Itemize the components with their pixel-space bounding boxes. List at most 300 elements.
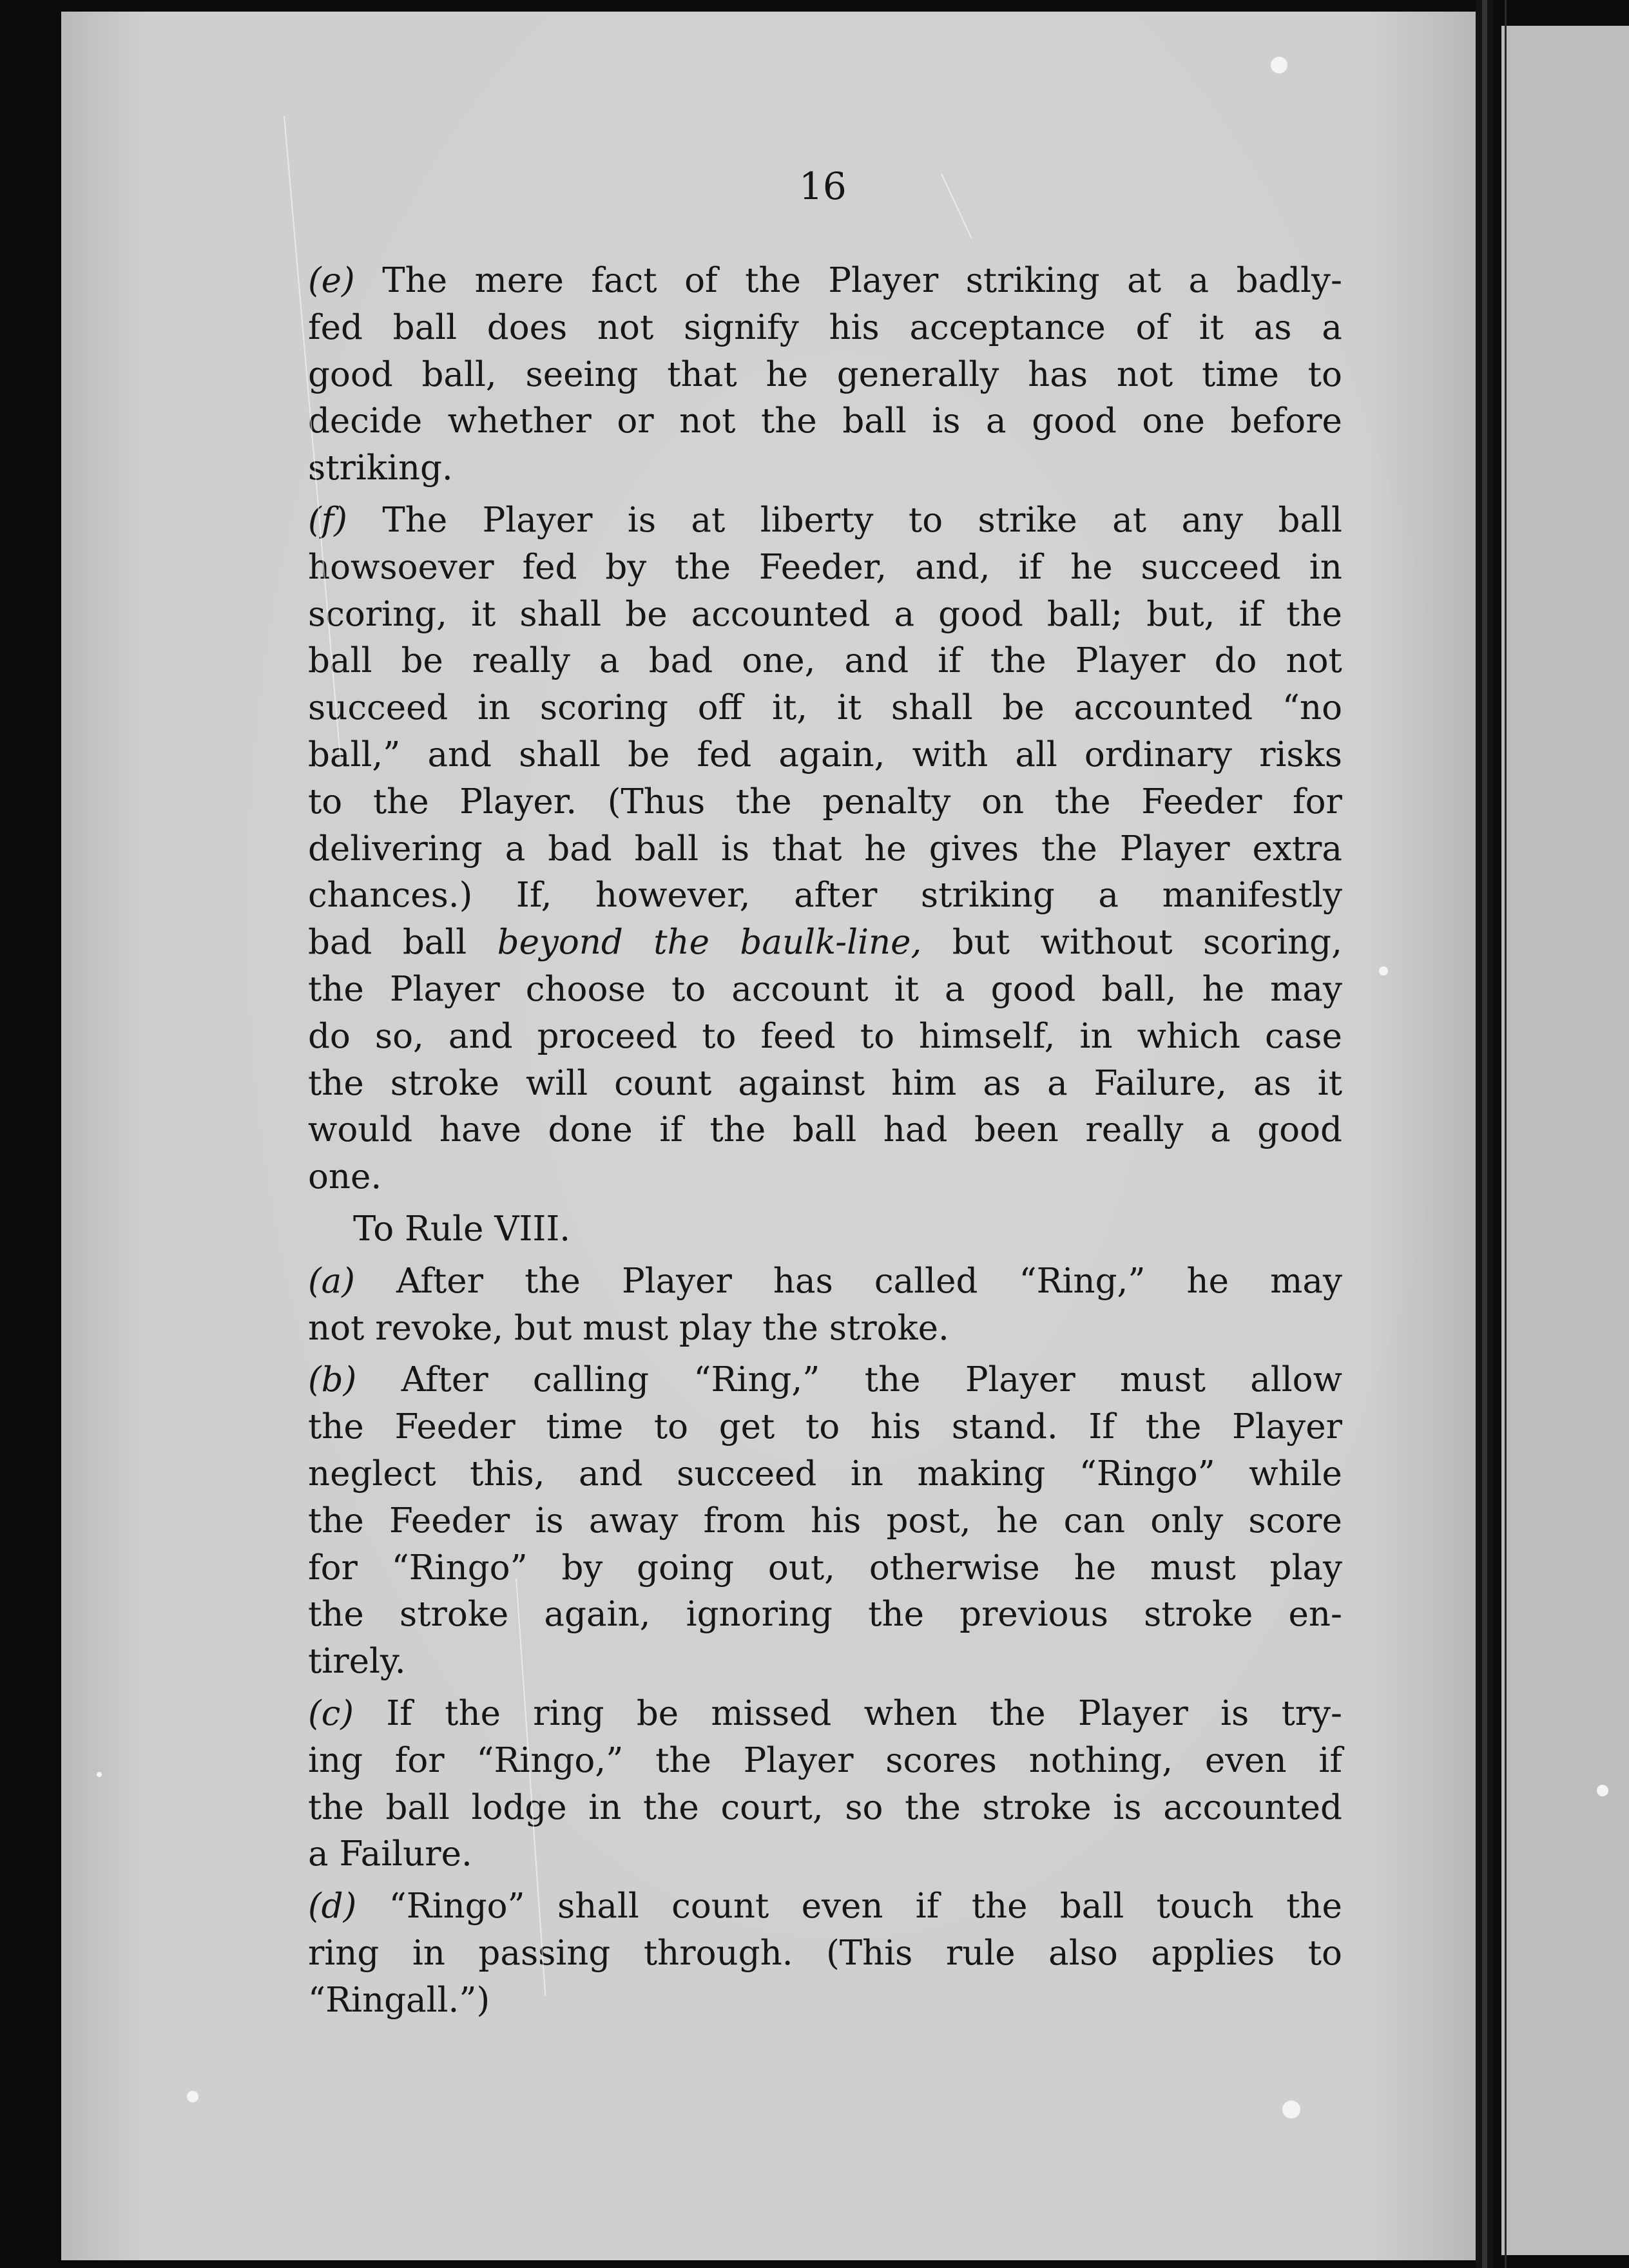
word: Player <box>1119 829 1230 869</box>
word: choose <box>525 969 646 1009</box>
word: any <box>1181 500 1244 540</box>
word: the <box>525 1261 581 1301</box>
word: of <box>684 261 718 300</box>
word: do <box>1214 641 1257 681</box>
paragraph-gap <box>308 1253 1342 1258</box>
word: is <box>1113 1787 1142 1827</box>
word: “Ringo” <box>1079 1454 1215 1494</box>
word: on <box>981 782 1025 822</box>
word: when <box>863 1693 958 1733</box>
word: succeed <box>308 688 448 728</box>
word: scoring <box>539 688 669 728</box>
line-text: a Failure. <box>308 1834 472 1874</box>
word: not <box>679 401 736 441</box>
scan-speck <box>187 2091 198 2102</box>
word: ball <box>842 401 907 441</box>
word: to <box>702 1016 737 1056</box>
word: he <box>1202 969 1245 1009</box>
word: do <box>308 1016 351 1056</box>
word: fact <box>591 261 657 300</box>
word: the <box>1041 829 1097 869</box>
word: would <box>308 1110 413 1150</box>
word: he <box>766 354 808 394</box>
word: for <box>394 1740 445 1780</box>
word: try- <box>1281 1693 1342 1733</box>
word: If <box>386 1693 412 1733</box>
word: get <box>718 1407 775 1447</box>
word: allow <box>1250 1360 1342 1400</box>
word: ball; <box>1046 594 1123 634</box>
text-line <box>308 1831 1342 1878</box>
word: a <box>1047 1063 1068 1103</box>
paragraph-gap <box>308 1352 1342 1357</box>
text-line <box>308 1014 1342 1061</box>
word: score <box>1248 1501 1342 1541</box>
word: away <box>588 1501 679 1541</box>
word: has <box>1028 354 1088 394</box>
word: be <box>1002 688 1045 728</box>
word: “no <box>1282 688 1342 728</box>
word: the <box>1286 594 1342 634</box>
word: in <box>477 688 511 728</box>
word: the <box>735 782 792 822</box>
word: a <box>1322 307 1342 347</box>
word: as <box>983 1063 1021 1103</box>
line-text: tirely. <box>308 1642 406 1682</box>
word: accounted <box>1074 688 1253 728</box>
word: if <box>659 1110 683 1150</box>
text-line <box>308 826 1342 873</box>
word: the <box>1286 1887 1342 1927</box>
text-line <box>308 966 1342 1014</box>
word: the <box>308 1501 364 1541</box>
word: a <box>1098 876 1119 916</box>
word: manifestly <box>1162 876 1342 916</box>
word: time <box>1201 354 1279 394</box>
word: had <box>883 1110 948 1150</box>
text-line <box>308 1738 1342 1785</box>
word: by <box>605 547 647 587</box>
word: ignoring <box>686 1595 833 1635</box>
word: from <box>703 1501 786 1541</box>
word: so <box>845 1787 883 1827</box>
word: beyond <box>497 923 623 963</box>
word: done <box>548 1110 633 1150</box>
word: if <box>915 1887 940 1927</box>
text-line <box>308 779 1342 826</box>
word: really <box>472 641 570 681</box>
scan-speck <box>1597 1785 1608 1796</box>
text-line <box>308 1977 1342 2024</box>
text-line <box>308 1305 1342 1352</box>
paragraph-gap <box>308 1878 1342 1883</box>
word: it, <box>772 688 808 728</box>
word: post, <box>886 1501 971 1541</box>
word: before <box>1230 401 1342 441</box>
word: seeing <box>525 354 639 394</box>
word: be <box>625 594 668 634</box>
word: must <box>1150 1548 1236 1588</box>
word: also <box>1048 1933 1118 1973</box>
line-text: striking. <box>308 448 453 488</box>
word: through. <box>643 1933 793 1973</box>
word: a <box>986 401 1007 441</box>
word: he <box>996 1501 1039 1541</box>
word: Player <box>389 969 500 1009</box>
word: the <box>1145 1407 1202 1447</box>
word: good <box>1032 401 1117 441</box>
word: risks <box>1259 735 1342 774</box>
word: scoring, <box>1202 923 1342 963</box>
text-line <box>308 1883 1342 1930</box>
word: The <box>382 500 448 540</box>
word: that <box>667 354 737 394</box>
line-text: one. <box>308 1157 382 1197</box>
word: the <box>971 1887 1028 1927</box>
word: Feeder <box>394 1407 516 1447</box>
word: if <box>1318 1740 1342 1780</box>
line-text: not revoke, but must play the stroke. <box>308 1308 949 1348</box>
word: only <box>1150 1501 1224 1541</box>
word: strike <box>978 500 1077 540</box>
word: court, <box>720 1787 824 1827</box>
word: be <box>628 735 670 774</box>
word: that <box>772 829 842 869</box>
word: missed <box>711 1693 832 1733</box>
word: can <box>1063 1501 1125 1541</box>
word: “Ringo” <box>389 1887 525 1927</box>
word: if <box>1018 547 1043 587</box>
word: ball <box>1059 1887 1124 1927</box>
word: Player <box>1232 1407 1342 1447</box>
word: if <box>1239 594 1263 634</box>
word: striking <box>965 261 1100 300</box>
text-line <box>308 1545 1342 1592</box>
word: shall <box>891 688 973 728</box>
word: again, <box>778 735 885 774</box>
word: against <box>738 1063 865 1103</box>
text-line <box>308 1258 1342 1305</box>
word: going <box>637 1548 735 1588</box>
scan-speck <box>1379 966 1388 975</box>
word: of <box>1135 307 1170 347</box>
word: making <box>917 1454 1046 1494</box>
word: to <box>860 1016 894 1056</box>
word: touch <box>1156 1887 1254 1927</box>
word: the <box>761 401 817 441</box>
word: howsoever <box>308 547 494 587</box>
word: “Ring,” <box>1019 1261 1146 1301</box>
word: ordinary <box>1084 735 1233 774</box>
word: succeed <box>677 1454 817 1494</box>
word: is <box>1220 1693 1249 1733</box>
word: previous <box>959 1595 1108 1635</box>
word: the <box>675 547 731 587</box>
word: will <box>525 1063 588 1103</box>
word: count <box>671 1887 769 1927</box>
word: the <box>905 1787 961 1827</box>
gutter-edge <box>1482 0 1487 2268</box>
text-line <box>308 638 1342 685</box>
word: ball <box>392 307 458 347</box>
word: calling <box>532 1360 650 1400</box>
word: for <box>1293 782 1342 822</box>
word: he <box>1070 547 1113 587</box>
word: to <box>671 969 706 1009</box>
word: striking <box>920 876 1055 916</box>
word: acceptance <box>909 307 1106 347</box>
word: Player <box>743 1740 854 1780</box>
word: so, <box>374 1016 424 1056</box>
word: ball,” <box>308 735 401 774</box>
word: the <box>989 1693 1046 1733</box>
word: not <box>1286 641 1342 681</box>
word: the <box>745 261 801 300</box>
word: by <box>561 1548 603 1588</box>
word: lodge <box>471 1787 567 1827</box>
line-text: “Ringall.”) <box>308 1980 490 2020</box>
word: ball <box>634 829 699 869</box>
page-number: 16 <box>799 164 847 208</box>
body-text <box>308 258 1342 2024</box>
word: while <box>1249 1454 1342 1494</box>
word: be <box>401 641 443 681</box>
word: ball <box>402 923 467 963</box>
text-line <box>308 1591 1342 1639</box>
word: the <box>308 969 364 1009</box>
word: he <box>1186 1261 1229 1301</box>
item-label: (a) <box>308 1261 355 1301</box>
text-line <box>308 352 1342 399</box>
word: Player <box>1077 1693 1188 1733</box>
word: which <box>1137 1016 1240 1056</box>
word: ball, <box>421 354 497 394</box>
word: the <box>308 1787 364 1827</box>
word: at <box>1127 261 1162 300</box>
word: to <box>908 500 943 540</box>
word: Feeder, <box>758 547 887 587</box>
word: Player <box>965 1360 1075 1400</box>
word: whether <box>447 401 592 441</box>
word: and <box>448 1016 513 1056</box>
word: “Ring,” <box>693 1360 820 1400</box>
word: to <box>1307 354 1342 394</box>
word: it <box>471 594 496 634</box>
word: but, <box>1146 594 1215 634</box>
word: has <box>773 1261 833 1301</box>
word: the <box>655 1740 711 1780</box>
word: as <box>1253 1063 1291 1103</box>
word: as <box>1253 307 1292 347</box>
word: to <box>1307 1933 1342 1973</box>
word: may <box>1270 1261 1342 1301</box>
word: the <box>308 1407 364 1447</box>
word: his <box>829 307 880 347</box>
word: the <box>990 641 1046 681</box>
text-line <box>308 1154 1342 1201</box>
word: out, <box>767 1548 836 1588</box>
word: liberty <box>760 500 874 540</box>
word: the <box>868 1595 924 1635</box>
scan-speck <box>97 1772 102 1777</box>
word: Player. <box>459 782 577 822</box>
word: the <box>445 1693 501 1733</box>
word: passing <box>478 1933 611 1973</box>
word: stroke <box>400 1595 509 1635</box>
word: bad <box>548 829 612 869</box>
word: not <box>1116 354 1173 394</box>
word: and <box>427 735 492 774</box>
word: the <box>308 1063 364 1103</box>
word: a <box>894 594 915 634</box>
word: a <box>599 641 620 681</box>
word: Failure, <box>1094 1063 1228 1103</box>
word: it <box>894 969 919 1009</box>
word: shall <box>557 1887 639 1927</box>
text-line <box>308 1639 1342 1686</box>
word: ball <box>792 1110 857 1150</box>
word: the <box>372 782 429 822</box>
word: ball <box>308 641 372 681</box>
paragraph-gap <box>308 492 1342 497</box>
word: the <box>709 1110 766 1150</box>
scan-speck <box>1271 57 1287 73</box>
word: a <box>505 829 526 869</box>
word: he <box>864 829 907 869</box>
word: count <box>614 1063 712 1103</box>
word: good <box>990 969 1076 1009</box>
word: neglect <box>308 1454 436 1494</box>
word: ball <box>385 1787 450 1827</box>
word: in <box>412 1933 445 1973</box>
text-line <box>308 398 1342 445</box>
word: If <box>1088 1407 1115 1447</box>
word: in <box>1309 547 1342 587</box>
text-line <box>308 685 1342 732</box>
word: time <box>546 1407 624 1447</box>
word: accounted <box>1163 1787 1342 1827</box>
word: play <box>1269 1548 1342 1588</box>
word: fed <box>697 735 752 774</box>
word: scores <box>885 1740 997 1780</box>
word: account <box>731 969 869 1009</box>
word: he <box>1074 1548 1117 1588</box>
word: a <box>944 969 965 1009</box>
word: even <box>801 1887 883 1927</box>
word: a <box>1210 1110 1231 1150</box>
word: been <box>974 1110 1059 1150</box>
facing-page-border <box>1505 0 1507 2268</box>
word: gives <box>929 829 1019 869</box>
word: baulk-line, <box>740 923 922 963</box>
word: a <box>1188 261 1210 300</box>
word: decide <box>308 401 423 441</box>
word: After <box>396 1261 483 1301</box>
paragraph-gap <box>308 1201 1342 1206</box>
word: generally <box>836 354 999 394</box>
word: at <box>691 500 726 540</box>
word: this, <box>470 1454 545 1494</box>
word: good <box>938 594 1023 634</box>
word: may <box>1270 969 1342 1009</box>
word: in <box>1079 1016 1113 1056</box>
word: and <box>844 641 909 681</box>
word: ring <box>308 1933 380 1973</box>
word: to <box>308 782 343 822</box>
facing-page-edge <box>1501 26 1629 2255</box>
word: the <box>653 923 710 963</box>
word: shall <box>519 594 602 634</box>
word: succeed <box>1141 547 1281 587</box>
text-line <box>308 1357 1342 1404</box>
word: is <box>535 1501 564 1541</box>
word: the <box>643 1787 699 1827</box>
word: is <box>627 500 657 540</box>
word: and, <box>915 547 990 587</box>
word: to <box>653 1407 689 1447</box>
word: nothing, <box>1028 1740 1173 1780</box>
item-label: (c) <box>308 1693 354 1733</box>
word: must <box>1119 1360 1206 1400</box>
word: Feeder <box>1141 782 1262 822</box>
text-line <box>308 258 1342 305</box>
word: all <box>1015 735 1057 774</box>
word: for <box>308 1548 358 1588</box>
word: the <box>1054 782 1111 822</box>
text-line <box>308 919 1342 966</box>
word: stroke <box>982 1787 1092 1827</box>
word: ing <box>308 1740 363 1780</box>
text-line <box>308 1930 1342 1977</box>
word: even <box>1204 1740 1287 1780</box>
word: if <box>938 641 961 681</box>
word: without <box>1040 923 1173 963</box>
word: have <box>439 1110 521 1150</box>
word: bad <box>308 923 372 963</box>
word: proceed <box>537 1016 678 1056</box>
word: fed <box>522 547 577 587</box>
word: (Thus <box>607 782 706 822</box>
word: does <box>487 307 568 347</box>
word: be <box>636 1693 679 1733</box>
word: in <box>588 1787 622 1827</box>
word: or <box>617 401 654 441</box>
word: in <box>850 1454 883 1494</box>
word: penalty <box>822 782 951 822</box>
word: with <box>912 735 988 774</box>
scan-speck <box>1282 2100 1300 2119</box>
word: After <box>401 1360 488 1400</box>
word: however, <box>595 876 751 916</box>
word: applies <box>1151 1933 1275 1973</box>
item-label: (e) <box>308 261 355 300</box>
word: himself, <box>919 1016 1055 1056</box>
word: “Ringo” <box>391 1548 528 1588</box>
text-line <box>308 305 1342 352</box>
word: badly- <box>1236 261 1342 300</box>
word: otherwise <box>869 1548 1040 1588</box>
word: the <box>308 1595 364 1635</box>
word: stroke <box>390 1063 500 1103</box>
word: good <box>1257 1110 1342 1150</box>
word: stroke <box>1144 1595 1253 1635</box>
word: to <box>805 1407 840 1447</box>
word: again, <box>544 1595 651 1635</box>
word: bad <box>648 641 713 681</box>
word: The <box>382 261 448 300</box>
word: stand. <box>951 1407 1058 1447</box>
word: delivering <box>308 829 483 869</box>
